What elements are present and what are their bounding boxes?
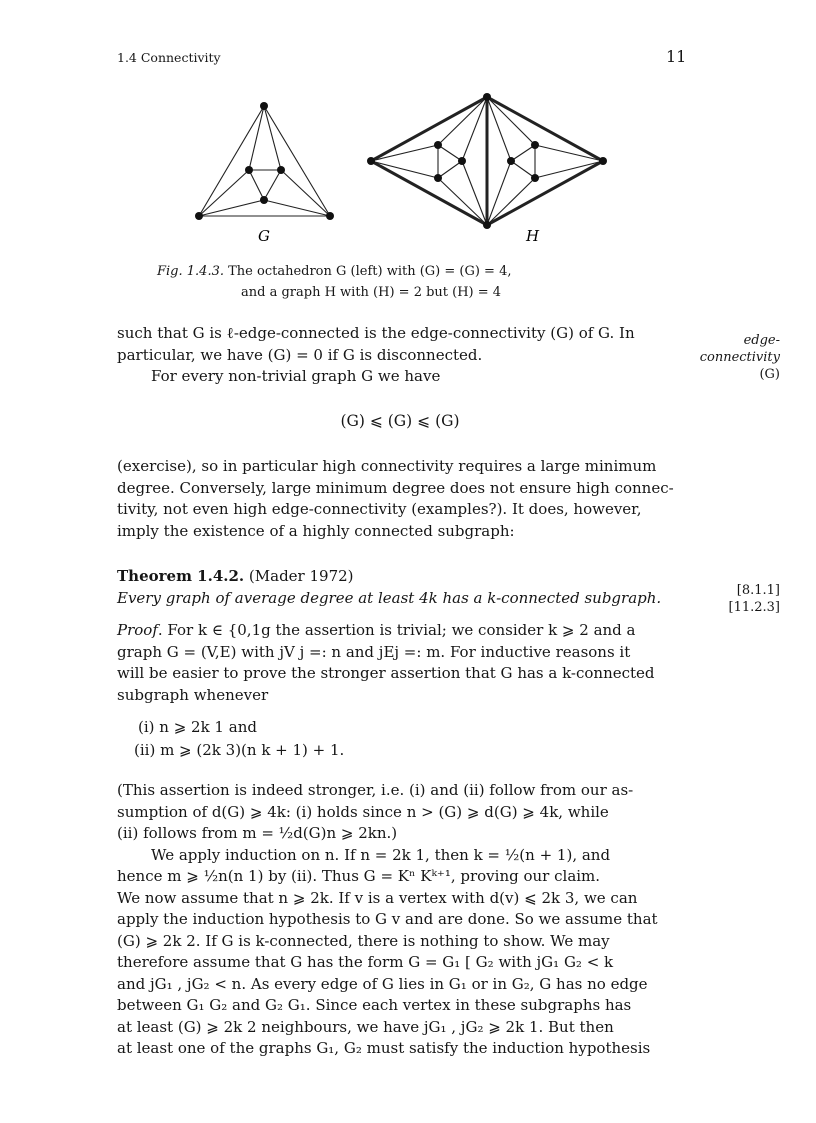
theorem-statement: Every graph of average degree at least 4k has a k-connected subgraph. <box>117 588 662 607</box>
label-h: H <box>526 227 540 245</box>
theorem-block <box>117 566 685 609</box>
margin-references: [8.1.1] [11.2.3] <box>728 583 780 615</box>
margin-note-edge-connectivity: edge- connectivity (G) <box>699 333 780 382</box>
proof-body: (This assertion is indeed stronger, i.e. (i) and (ii) follow from our as- sumption of d(G) ⩾ 4k: (i) holds since n > (G) ⩾ d(G) ⩾ 4k, while (ii) follows from m = ½d(G)n ⩾ 2kn.) We apply induction on n. If n = 2k 1, then k = ½(n + 1), and hence m ⩾ ½n(n 1) by (ii). Thus G = Kⁿ Kᵏ⁺¹, proving our claim. We now assume that n ⩾ 2k. If v is a vertex with d(v) ⩽ 2k 3, we can apply the induction hypothesis to G v and are done. So we assume that (G) ⩾ 2k 2. If G is k-connected, there is nothing to show. We may therefore assume that G has the form G = G₁ [ G₂ with jG₁ G₂ < k and jG₁ , jG₂ < n. As every edge of G lies in G₁ or in G₂, G has no edge between G₁ G₂ and G₂ G₁. Since each vertex in these subgraphs has at least (G) ⩾ 2k 2 neighbours, we have jG₁ , jG₂ ⩾ 2k 1. But then at least one of the graphs G₁, G₂ must satisfy the induction hypothesis <box>117 781 658 1057</box>
para-exercise: (exercise), so in particular high connectivity requires a large minimum degree. Conversely, large minimum degree does not ensure high connec- tivity, not even high edge-connectivity (examples?). It does, however, imply the existence of a highly connected subgraph: <box>117 457 674 540</box>
proof-start: Proof. For k ∈ {0,1g the assertion is trivial; we consider k ⩾ 2 and a graph G = (V,E) with jV j =: n and jEj =: m. For inductive reasons it will be easier to prove the stronger assertion that G has a k-connected subgraph whenever <box>117 621 655 704</box>
graph-h <box>371 97 603 225</box>
caption-line1: The octahedron G (left) with (G) = (G) = 4, <box>228 264 512 279</box>
display-inequality: (G) ⩽ (G) ⩽ (G) <box>340 412 460 430</box>
para-edge-connectivity: such that G is ℓ-edge-connected is the edge-connectivity (G) of G. In particular, we have (G) = 0 if G is disconnected. For every non-trivial graph G we have <box>117 324 635 385</box>
label-g: G <box>258 227 270 245</box>
theorem-attribution: (Mader 1972) <box>248 567 354 585</box>
condition-ii: (ii) m ⩾ (2k 3)(n k + 1) + 1. <box>134 741 345 759</box>
caption-fig-label: Fig. 1.4.3. <box>157 264 224 279</box>
page-number: 11 <box>666 47 687 66</box>
caption-line2: and a graph H with (H) = 2 but (H) = 4 <box>241 285 502 300</box>
running-header-section: 1.4 Connectivity <box>117 50 221 65</box>
figure-caption <box>157 261 511 303</box>
condition-i: (i) n ⩾ 2k 1 and <box>138 718 257 736</box>
theorem-head: Theorem 1.4.2. <box>117 567 245 585</box>
figure-graphs <box>180 88 640 248</box>
proof-label: Proof <box>117 621 158 639</box>
